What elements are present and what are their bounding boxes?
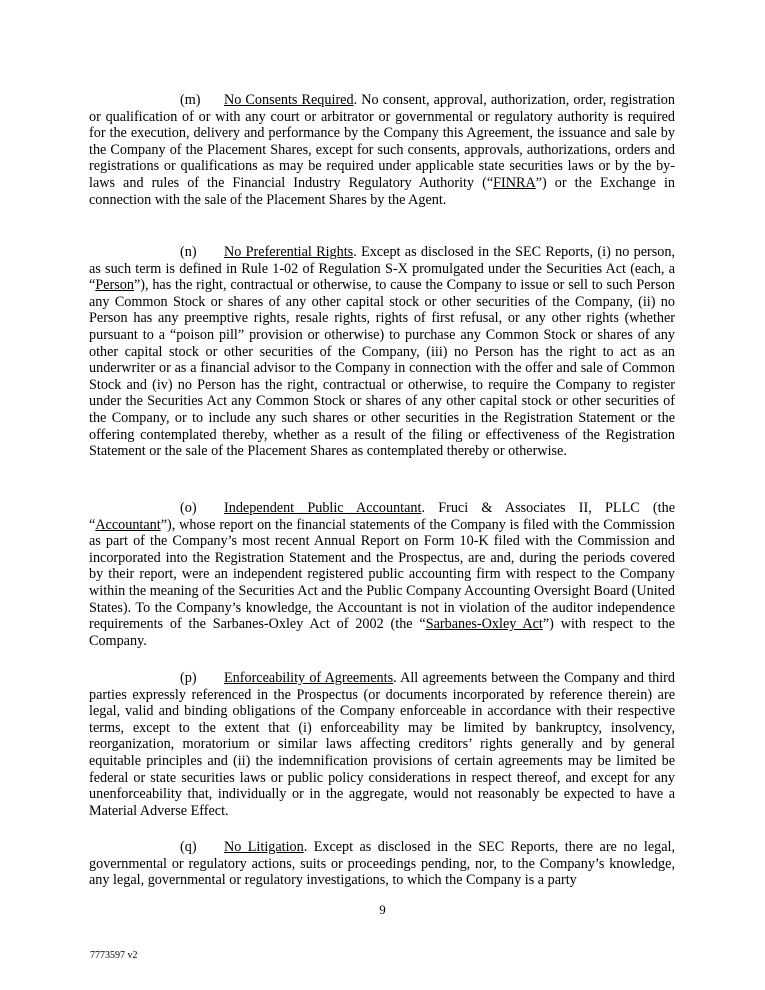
defined-term: Accountant [95, 516, 161, 533]
section-label: (n) [180, 244, 197, 260]
section-m [89, 92, 675, 208]
section-p [89, 670, 675, 819]
section-q [89, 839, 675, 889]
defined-term: Sarbanes-Oxley Act [425, 616, 543, 633]
section-heading: Enforceability of Agreements [224, 670, 394, 686]
section-n [89, 244, 675, 460]
defined-term: FINRA [493, 174, 536, 191]
section-text: . Except as disclosed in the SEC Reports, (i) no person, as such term is defined in Rule 1-02 of Regulation S-X promulgated under the Securities Act (each, a “ [89, 244, 675, 294]
section-heading: No Preferential Rights [224, 244, 354, 260]
section-text: ”) or the Exchange in connection with the sale of the Placement Shares by the Agent. [89, 174, 676, 208]
section-text: ”), has the right, contractual or otherwise, to cause the Company to issue or sell to such Person any Common Stock or shares of any other capital stock or other securities of the Company, (ii) no Person has any preemptive rights, resale rights, rights of first refusal, or any other rights (whether pursuant to a “poison pill” provision or otherwise) to purchase any Common Stock or shares of any other capital stock or other securities of the Company, (iii) no Person has the right to act as an underwriter or as a financial advisor to the Company in connection with the offer and sale of Common Stock and (iv) no Person has the right, contractual or otherwise, to require the Company to register under the Securities Act any Common Stock or shares of any other capital stock or other securities of the Company, or to include any such shares or other securities in the Registration Statement or the offering contemplated thereby, whether as a result of the filing or effectiveness of the Registration Statement or the sale of the Placement Shares as contemplated thereby or otherwise. [89, 277, 675, 460]
section-text: ”), whose report on the financial statements of the Company is filed with the Commission as part of the Company’s most recent Annual Report on Form 10-K filed with the Commission and incorporated into the Registration Statement and the Prospectus, are and, during the periods covered by their report, were an independent registered public accounting firm with respect to the Company within the meaning of the Securities Act and the Public Company Accounting Oversight Board (United States). To the Company’s knowledge, the Accountant is not in violation of the auditor independence requirements of the Sarbanes-Oxley Act of 2002 (the “ [89, 516, 675, 633]
section-label: (q) [180, 839, 197, 855]
section-text: . Fruci & Associates II, PLLC (the “ [89, 500, 675, 533]
section-text: . All agreements between the Company and third parties expressly referenced in the Prospectus (or documents incorporated by reference therein) are legal, valid and binding obligations of the Company enforceable in accordance with their respective terms, except to the extent that (i) enforceability may be limited by bankruptcy, insolvency, reorganization, moratorium or similar laws affecting creditors’ rights generally and by general equitable principles and (ii) the indemnification provisions of certain agreements may be limited be federal or state securities laws or public policy considerations in respect thereof, and except for any unenforceability that, individually or in the aggregate, would not reasonably be expected to have a Material Adverse Effect. [89, 670, 676, 819]
defined-term: Person [95, 277, 134, 294]
section-label: (o) [180, 500, 197, 516]
section-heading: No Consents Required [224, 92, 354, 108]
document-id: 7773597 v2 [90, 950, 138, 961]
section-heading: Independent Public Accountant [224, 500, 422, 516]
section-text: ”) with respect to the Company. [89, 616, 675, 649]
page-number: 9 [379, 902, 386, 917]
section-o [89, 500, 675, 649]
section-label: (m) [180, 92, 201, 108]
section-heading: No Litigation [224, 839, 304, 855]
section-text: . No consent, approval, authorization, order, registration or qualification of or with any court or arbitrator or governmental or regulatory authority is required for the execution, delivery and performance by the Company this Agreement, the issuance and sale by the Company of the Placement Shares, except for such consents, approvals, authorizations, orders and registrations or qualifications as may be required under applicable state securities laws or by the by-laws and rules of the Financial Industry Regulatory Authority (“ [89, 92, 675, 191]
section-text: . Except as disclosed in the SEC Reports, there are no legal, governmental or regulatory actions, suits or proceedings pending, nor, to the Company’s knowledge, any legal, governmental or regulatory investigations, to which the Company is a party [89, 839, 675, 889]
section-label: (p) [180, 670, 197, 686]
